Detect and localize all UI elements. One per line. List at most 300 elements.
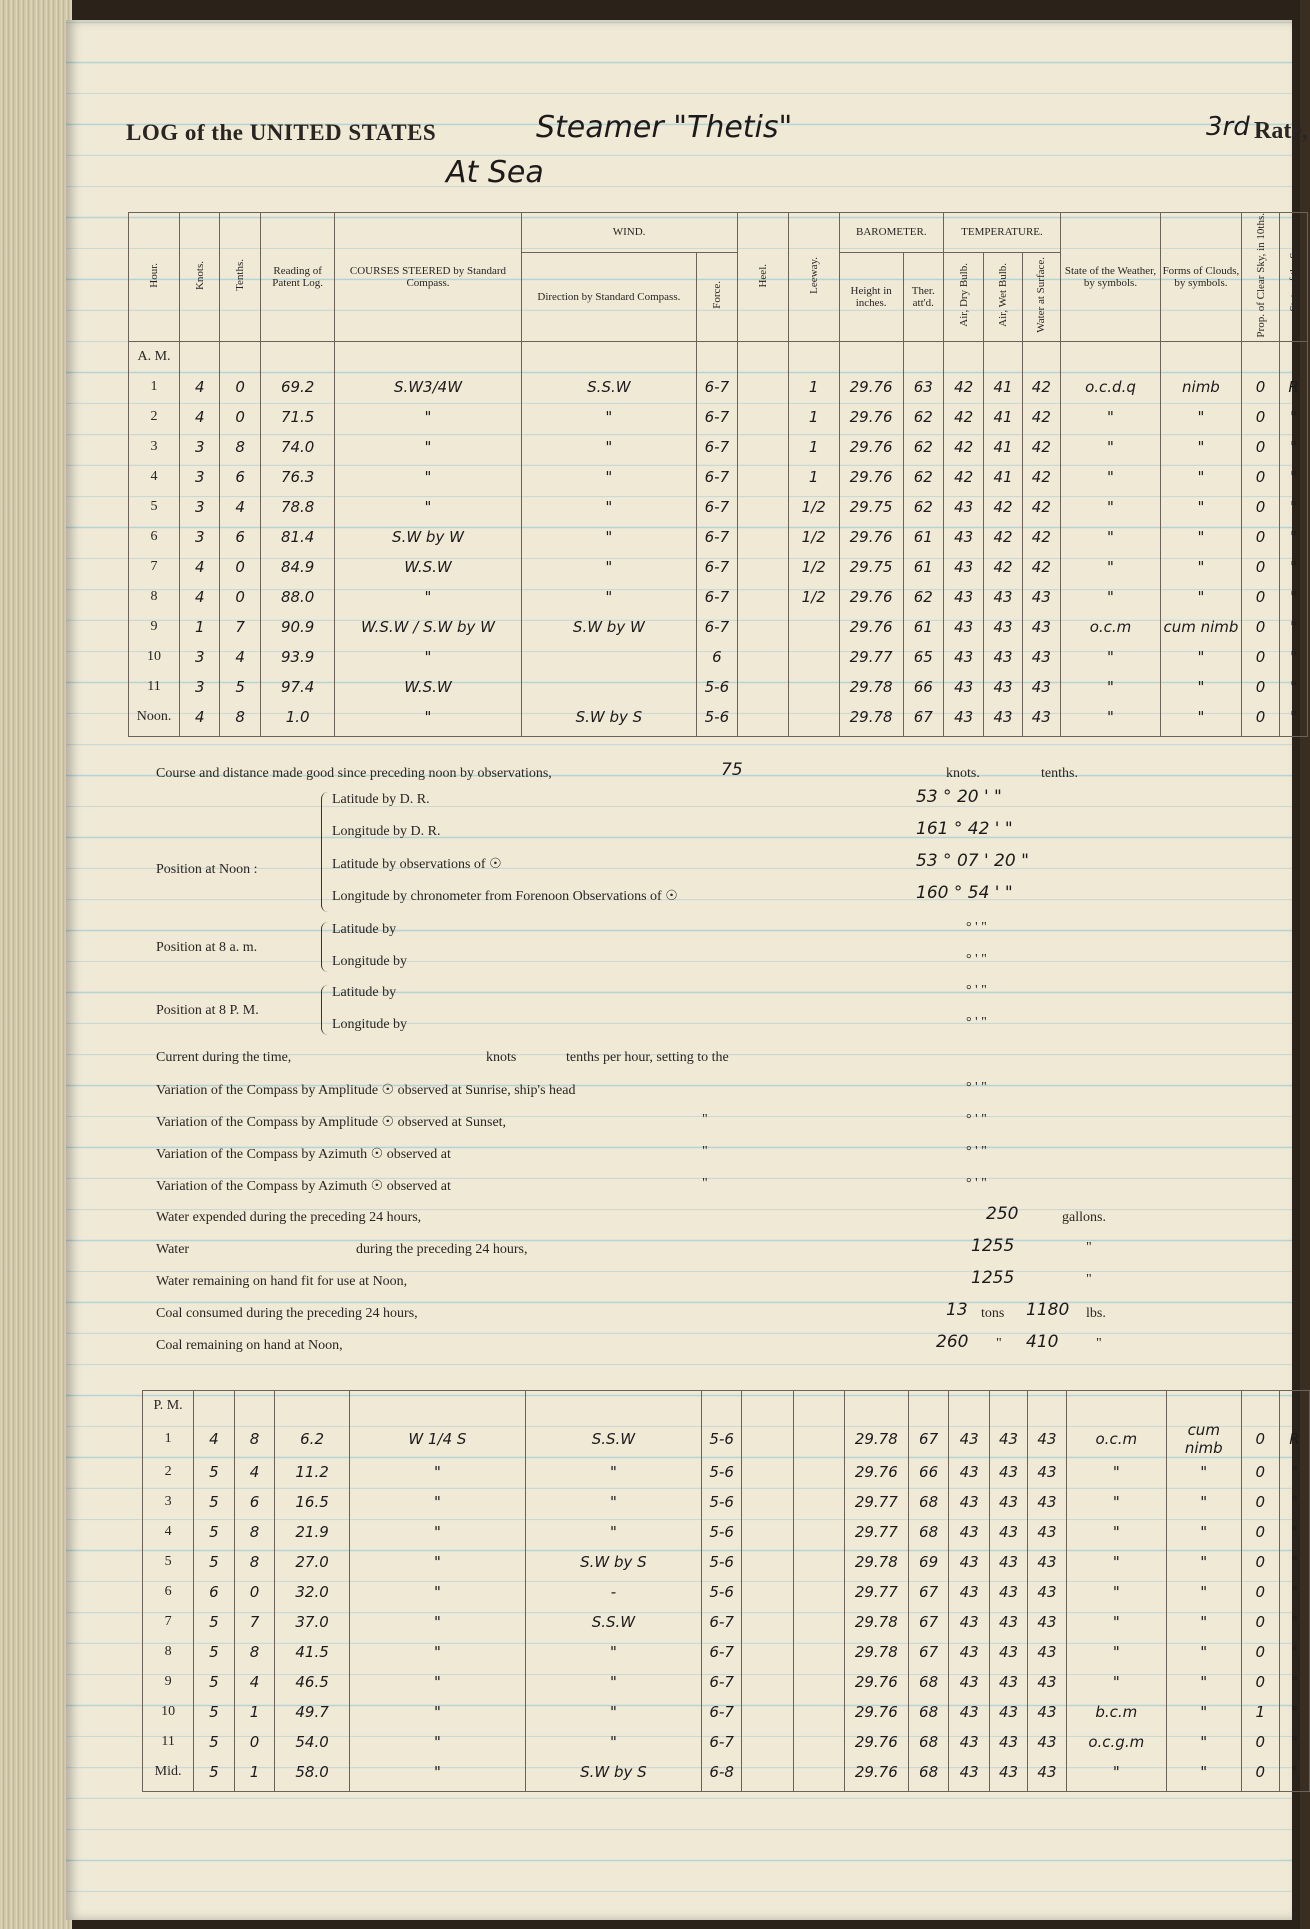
pm-cell-dry: 43 [949, 1421, 990, 1457]
am-cell-leeway: 1 [788, 462, 839, 492]
am-cell-log: 69.2 [260, 372, 334, 402]
pm-cell-leeway [793, 1421, 844, 1457]
book-spine [0, 0, 72, 1929]
am-cell-water: 42 [1022, 402, 1060, 432]
am-cell-wet: 41 [984, 372, 1022, 402]
am-cell-force: 6-7 [697, 492, 737, 522]
col-barometer: BAROMETER. [839, 213, 943, 253]
pm-cell-tenths: 0 [234, 1727, 275, 1757]
pm-cell-clear: 0 [1241, 1457, 1279, 1487]
am-bottom-rule [129, 732, 1308, 737]
var-azimuth-2-label: Variation of the Compass by Azimuth ☉ observed at [156, 1179, 451, 1194]
pm-cell-clouds: " [1166, 1607, 1241, 1637]
am-cell-course: " [335, 492, 521, 522]
col-wind-direction: Direction by Standard Compass. [521, 252, 697, 341]
pos-8pm-lon-blank: ° ' " [966, 1015, 987, 1030]
water-remaining-label: Water remaining on hand fit for use at Noon, [156, 1274, 408, 1289]
pm-cell-sea: " [1279, 1637, 1309, 1667]
pm-cell-knots: 5 [194, 1487, 235, 1517]
am-cell-force: 6-7 [697, 372, 737, 402]
am-cell-tenths: 0 [220, 552, 260, 582]
am-cell-clear: 0 [1241, 372, 1279, 402]
am-cell-hour: 2 [129, 402, 180, 432]
pm-cell-hour: 10 [143, 1697, 194, 1727]
pm-cell-water: 43 [1028, 1637, 1066, 1667]
am-cell-clouds: " [1161, 522, 1242, 552]
pm-cell-course: " [349, 1667, 525, 1697]
am-cell-heel [737, 642, 788, 672]
am-cell-hour: 9 [129, 612, 180, 642]
am-label: A. M. [129, 341, 180, 372]
pm-cell-wind: " [525, 1697, 701, 1727]
current-knots: knots [486, 1050, 517, 1065]
pm-cell-leeway [793, 1697, 844, 1727]
am-cell-weather: " [1060, 702, 1160, 732]
am-cell-weather: o.c.d.q [1060, 372, 1160, 402]
am-cell-ther: 65 [903, 642, 943, 672]
pm-cell-water: 43 [1028, 1487, 1066, 1517]
pm-cell-baro: 29.76 [844, 1727, 908, 1757]
am-cell-log: 93.9 [260, 642, 334, 672]
am-cell-heel [737, 612, 788, 642]
am-row [129, 402, 1308, 432]
am-cell-sea: " [1280, 402, 1308, 432]
col-wind-force: Force. [697, 252, 737, 341]
pm-cell-hour: 5 [143, 1547, 194, 1577]
am-cell-tenths: 7 [220, 612, 260, 642]
pm-cell-leeway [793, 1577, 844, 1607]
pm-cell-wind: " [525, 1517, 701, 1547]
water-remaining-value: 1255 [971, 1268, 1015, 1288]
pm-row [143, 1457, 1310, 1487]
am-cell-wind [521, 642, 697, 672]
pm-cell-water: 43 [1028, 1727, 1066, 1757]
am-cell-sea: R [1280, 372, 1308, 402]
pm-cell-tenths: 8 [234, 1517, 275, 1547]
pm-cell-tenths: 8 [234, 1637, 275, 1667]
am-cell-baro: 29.75 [839, 492, 903, 522]
pm-bottom-rule [143, 1787, 1310, 1792]
am-cell-clouds: " [1161, 552, 1242, 582]
pm-cell-tenths: 8 [234, 1547, 275, 1577]
pm-cell-weather: " [1066, 1487, 1166, 1517]
pm-cell-water: 43 [1028, 1757, 1066, 1787]
pm-cell-course: " [349, 1487, 525, 1517]
pm-cell-baro: 29.78 [844, 1637, 908, 1667]
am-cell-sea: " [1280, 702, 1308, 732]
pm-cell-baro: 29.76 [844, 1457, 908, 1487]
pos-8pm-lat-blank: ° ' " [966, 983, 987, 998]
col-temperature: TEMPERATURE. [943, 213, 1060, 253]
pm-cell-wet: 43 [989, 1421, 1027, 1457]
am-cell-knots: 3 [180, 672, 220, 702]
pm-cell-ther: 67 [908, 1421, 949, 1457]
pm-cell-tenths: 4 [234, 1457, 275, 1487]
am-cell-course: " [335, 462, 521, 492]
am-cell-wind: " [521, 462, 697, 492]
pm-cell-wet: 43 [989, 1757, 1027, 1787]
8pm-brace [321, 985, 328, 1035]
pm-cell-hour: 4 [143, 1517, 194, 1547]
am-cell-log: 1.0 [260, 702, 334, 732]
pm-cell-knots: 5 [194, 1637, 235, 1667]
pm-cell-log: 6.2 [275, 1421, 350, 1457]
coal-consumed-tons: 13 [946, 1300, 968, 1320]
pm-cell-clouds: " [1166, 1697, 1241, 1727]
am-cell-clear: 0 [1241, 582, 1279, 612]
am-cell-heel [737, 522, 788, 552]
am-cell-dry: 43 [943, 492, 983, 522]
pm-row [143, 1697, 1310, 1727]
pm-cell-hour: 1 [143, 1421, 194, 1457]
lat-obs-value: 53 ° 07 ' 20 " [916, 851, 1029, 871]
pm-cell-clear: 0 [1241, 1487, 1279, 1517]
am-cell-wet: 42 [984, 492, 1022, 522]
col-clear-sky: Prop. of Clear Sky, in 10ths. [1241, 213, 1279, 342]
pm-cell-water: 43 [1028, 1607, 1066, 1637]
position-noon-label: Position at Noon : [156, 862, 258, 877]
pm-cell-leeway [793, 1727, 844, 1757]
am-label-row [129, 341, 1308, 372]
pos-8am-lat-blank: ° ' " [966, 920, 987, 935]
am-cell-course: W.S.W [335, 672, 521, 702]
pm-cell-knots: 5 [194, 1697, 235, 1727]
pm-cell-heel [742, 1697, 793, 1727]
pm-row [143, 1577, 1310, 1607]
pm-cell-sea: " [1279, 1607, 1309, 1637]
am-cell-sea: " [1280, 492, 1308, 522]
pm-cell-clear: 0 [1241, 1577, 1279, 1607]
am-cell-tenths: 4 [220, 492, 260, 522]
pm-cell-baro: 29.76 [844, 1697, 908, 1727]
am-cell-water: 43 [1022, 642, 1060, 672]
am-log-table [128, 212, 1308, 737]
am-cell-clouds: " [1161, 402, 1242, 432]
pm-cell-dry: 43 [949, 1457, 990, 1487]
am-cell-wet: 42 [984, 522, 1022, 552]
pm-row [143, 1421, 1310, 1457]
am-cell-course: " [335, 582, 521, 612]
am-cell-tenths: 8 [220, 702, 260, 732]
pm-cell-wet: 43 [989, 1487, 1027, 1517]
am-cell-course: S.W by W [335, 522, 521, 552]
pm-cell-leeway [793, 1547, 844, 1577]
var-amp-sunset-ditto: " [702, 1112, 708, 1127]
pm-cell-course: " [349, 1457, 525, 1487]
pm-cell-tenths: 8 [234, 1421, 275, 1457]
var-amp-sunrise-label: Variation of the Compass by Amplitude ☉ observed at Sunrise, ship's head [156, 1083, 576, 1098]
am-cell-baro: 29.76 [839, 372, 903, 402]
am-cell-ther: 62 [903, 432, 943, 462]
am-cell-clouds: " [1161, 672, 1242, 702]
am-cell-leeway: 1 [788, 372, 839, 402]
am-cell-wind: " [521, 432, 697, 462]
am-cell-dry: 42 [943, 372, 983, 402]
var-amp-sunset-blank: ° ' " [966, 1112, 987, 1127]
pm-cell-water: 43 [1028, 1697, 1066, 1727]
am-cell-ther: 62 [903, 582, 943, 612]
am-cell-hour: 3 [129, 432, 180, 462]
pm-cell-sea: " [1279, 1577, 1309, 1607]
col-sea: State of the Sea. [1280, 213, 1308, 342]
am-cell-wind: " [521, 492, 697, 522]
am-cell-weather: " [1060, 582, 1160, 612]
pm-cell-clouds: cum nimb [1166, 1421, 1241, 1457]
am-cell-log: 74.0 [260, 432, 334, 462]
am-cell-ther: 61 [903, 612, 943, 642]
pm-cell-hour: 6 [143, 1577, 194, 1607]
pm-cell-knots: 5 [194, 1757, 235, 1787]
var-azimuth-1-ditto: " [702, 1144, 708, 1159]
am-cell-leeway: 1 [788, 402, 839, 432]
am-cell-dry: 43 [943, 702, 983, 732]
vessel-name: Steamer "Thetis" [536, 110, 793, 145]
am-cell-water: 43 [1022, 612, 1060, 642]
am-cell-baro: 29.76 [839, 462, 903, 492]
am-cell-water: 43 [1022, 582, 1060, 612]
pm-cell-log: 32.0 [275, 1577, 350, 1607]
col-water-surface: Water at Surface. [1022, 252, 1060, 341]
water-value: 1255 [971, 1236, 1015, 1256]
am-cell-ther: 62 [903, 402, 943, 432]
am-cell-wet: 41 [984, 432, 1022, 462]
pm-cell-force: 6-7 [701, 1637, 742, 1667]
pm-cell-tenths: 1 [234, 1757, 275, 1787]
am-cell-log: 88.0 [260, 582, 334, 612]
pm-cell-sea: " [1279, 1547, 1309, 1577]
am-cell-baro: 29.76 [839, 612, 903, 642]
am-cell-hour: 8 [129, 582, 180, 612]
am-cell-tenths: 4 [220, 642, 260, 672]
am-cell-wind: " [521, 522, 697, 552]
pm-cell-dry: 43 [949, 1607, 990, 1637]
am-cell-baro: 29.76 [839, 402, 903, 432]
pm-cell-clouds: " [1166, 1457, 1241, 1487]
am-row [129, 492, 1308, 522]
pm-cell-weather: " [1066, 1517, 1166, 1547]
lbs-label: lbs. [1086, 1306, 1106, 1321]
pm-cell-leeway [793, 1487, 844, 1517]
pm-cell-weather: " [1066, 1547, 1166, 1577]
am-cell-dry: 43 [943, 522, 983, 552]
pm-cell-water: 43 [1028, 1421, 1066, 1457]
am-cell-wet: 41 [984, 462, 1022, 492]
am-cell-baro: 29.78 [839, 672, 903, 702]
col-patent-log: Reading of Patent Log. [260, 213, 334, 342]
am-cell-water: 42 [1022, 462, 1060, 492]
pm-cell-heel [742, 1487, 793, 1517]
pm-cell-leeway [793, 1757, 844, 1787]
pm-cell-log: 49.7 [275, 1697, 350, 1727]
8am-brace [321, 922, 328, 972]
col-wind: WIND. [521, 213, 737, 253]
pm-cell-log: 58.0 [275, 1757, 350, 1787]
am-cell-baro: 29.75 [839, 552, 903, 582]
am-cell-clear: 0 [1241, 552, 1279, 582]
location: At Sea [446, 155, 544, 190]
var-azimuth-2-ditto: " [702, 1176, 708, 1191]
pm-row [143, 1607, 1310, 1637]
pos-8pm-lon-label: Longitude by [332, 1017, 408, 1032]
pm-cell-sea: " [1279, 1667, 1309, 1697]
pm-cell-weather: b.c.m [1066, 1697, 1166, 1727]
pos-8pm-lat-label: Latitude by [332, 985, 397, 1000]
coal-remaining-tons: 260 [936, 1332, 969, 1352]
am-cell-wet: 43 [984, 612, 1022, 642]
pm-log-table [142, 1390, 1310, 1792]
am-cell-force: 6-7 [697, 432, 737, 462]
pm-cell-water: 43 [1028, 1457, 1066, 1487]
am-cell-tenths: 0 [220, 372, 260, 402]
am-cell-knots: 4 [180, 582, 220, 612]
am-cell-weather: " [1060, 642, 1160, 672]
current-label: Current during the time, [156, 1050, 292, 1065]
col-baro-height: Height in inches. [839, 252, 903, 341]
lat-dr-label: Latitude by D. R. [332, 792, 430, 807]
am-log-body [129, 372, 1308, 732]
pm-cell-leeway [793, 1667, 844, 1697]
am-cell-clouds: " [1161, 642, 1242, 672]
am-cell-tenths: 0 [220, 582, 260, 612]
am-cell-leeway [788, 702, 839, 732]
pm-cell-clouds: " [1166, 1667, 1241, 1697]
log-page [66, 20, 1308, 1920]
am-cell-wind: S.W by S [521, 702, 697, 732]
pm-cell-water: 43 [1028, 1547, 1066, 1577]
am-cell-baro: 29.76 [839, 522, 903, 552]
am-cell-leeway: 1/2 [788, 552, 839, 582]
log-title: LOG of the UNITED STATES [126, 120, 437, 145]
pm-cell-wind: " [525, 1487, 701, 1517]
pm-cell-weather: " [1066, 1757, 1166, 1787]
pm-cell-dry: 43 [949, 1547, 990, 1577]
pm-cell-leeway [793, 1457, 844, 1487]
water-remaining-ditto: " [1086, 1272, 1092, 1287]
pm-cell-heel [742, 1547, 793, 1577]
am-cell-dry: 42 [943, 402, 983, 432]
pm-cell-ther: 68 [908, 1727, 949, 1757]
am-cell-course: " [335, 702, 521, 732]
rate-number: 3rd [1206, 112, 1250, 142]
am-row [129, 462, 1308, 492]
am-cell-clear: 0 [1241, 702, 1279, 732]
pm-cell-sea: " [1279, 1697, 1309, 1727]
pm-cell-clouds: " [1166, 1577, 1241, 1607]
am-cell-log: 71.5 [260, 402, 334, 432]
pm-cell-clouds: " [1166, 1637, 1241, 1667]
knots-label: knots. [946, 766, 980, 781]
am-cell-hour: 4 [129, 462, 180, 492]
tenths-label: tenths. [1041, 766, 1078, 781]
rate-label: Rate, [1254, 118, 1308, 144]
coal-remaining-ditto: " [996, 1336, 1002, 1351]
water-during-label: during the preceding 24 hours, [356, 1242, 528, 1257]
pm-cell-ther: 67 [908, 1607, 949, 1637]
col-tenths: Tenths. [220, 213, 260, 342]
am-cell-dry: 42 [943, 432, 983, 462]
pm-cell-weather: " [1066, 1667, 1166, 1697]
am-cell-dry: 43 [943, 552, 983, 582]
pm-cell-force: 6-7 [701, 1727, 742, 1757]
pm-cell-knots: 5 [194, 1607, 235, 1637]
am-row [129, 432, 1308, 462]
am-cell-wet: 42 [984, 552, 1022, 582]
am-cell-ther: 63 [903, 372, 943, 402]
am-cell-heel [737, 582, 788, 612]
col-knots: Knots. [180, 213, 220, 342]
pm-cell-ther: 66 [908, 1457, 949, 1487]
am-cell-knots: 1 [180, 612, 220, 642]
water-expended-value: 250 [986, 1204, 1019, 1224]
col-heel: Heel. [737, 213, 788, 342]
pm-cell-force: 6-7 [701, 1667, 742, 1697]
pm-cell-ther: 67 [908, 1577, 949, 1607]
pm-cell-dry: 43 [949, 1637, 990, 1667]
pm-cell-clear: 1 [1241, 1697, 1279, 1727]
pm-cell-knots: 4 [194, 1421, 235, 1457]
am-cell-force: 6-7 [697, 552, 737, 582]
am-cell-log: 84.9 [260, 552, 334, 582]
am-cell-course: S.W3/4W [335, 372, 521, 402]
pm-cell-wet: 43 [989, 1547, 1027, 1577]
col-air-dry: Air, Dry Bulb. [943, 252, 983, 341]
col-air-wet: Air, Wet Bulb. [984, 252, 1022, 341]
pm-cell-tenths: 7 [234, 1607, 275, 1637]
pm-cell-leeway [793, 1637, 844, 1667]
am-cell-heel [737, 492, 788, 522]
pm-cell-wind: " [525, 1637, 701, 1667]
lat-dr-value: 53 ° 20 ' " [916, 787, 1002, 807]
pm-row [143, 1757, 1310, 1787]
pm-cell-clear: 0 [1241, 1607, 1279, 1637]
pm-cell-heel [742, 1757, 793, 1787]
am-cell-wind: S.W by W [521, 612, 697, 642]
pm-cell-wet: 43 [989, 1697, 1027, 1727]
pm-cell-baro: 29.77 [844, 1517, 908, 1547]
am-cell-water: 42 [1022, 492, 1060, 522]
am-cell-knots: 3 [180, 642, 220, 672]
pm-cell-wet: 43 [989, 1517, 1027, 1547]
pm-cell-dry: 43 [949, 1757, 990, 1787]
pm-cell-hour: Mid. [143, 1757, 194, 1787]
am-cell-baro: 29.77 [839, 642, 903, 672]
am-cell-ther: 62 [903, 462, 943, 492]
coal-consumed-label: Coal consumed during the preceding 24 hours, [156, 1306, 418, 1321]
pm-cell-baro: 29.77 [844, 1577, 908, 1607]
am-cell-ther: 62 [903, 492, 943, 522]
pm-cell-heel [742, 1577, 793, 1607]
am-cell-sea: " [1280, 462, 1308, 492]
am-cell-course: W.S.W / S.W by W [335, 612, 521, 642]
pm-cell-log: 46.5 [275, 1667, 350, 1697]
pm-cell-force: 5-6 [701, 1517, 742, 1547]
am-cell-knots: 3 [180, 492, 220, 522]
am-cell-weather: " [1060, 672, 1160, 702]
pm-cell-tenths: 0 [234, 1577, 275, 1607]
am-cell-baro: 29.78 [839, 702, 903, 732]
am-row [129, 552, 1308, 582]
pm-cell-log: 27.0 [275, 1547, 350, 1577]
pm-cell-clear: 0 [1241, 1637, 1279, 1667]
am-cell-leeway [788, 642, 839, 672]
pm-cell-sea: R [1279, 1421, 1309, 1457]
pm-cell-dry: 43 [949, 1577, 990, 1607]
am-cell-knots: 3 [180, 522, 220, 552]
col-leeway: Leeway. [788, 213, 839, 342]
am-cell-dry: 43 [943, 582, 983, 612]
am-cell-weather: " [1060, 462, 1160, 492]
am-cell-clouds: " [1161, 432, 1242, 462]
